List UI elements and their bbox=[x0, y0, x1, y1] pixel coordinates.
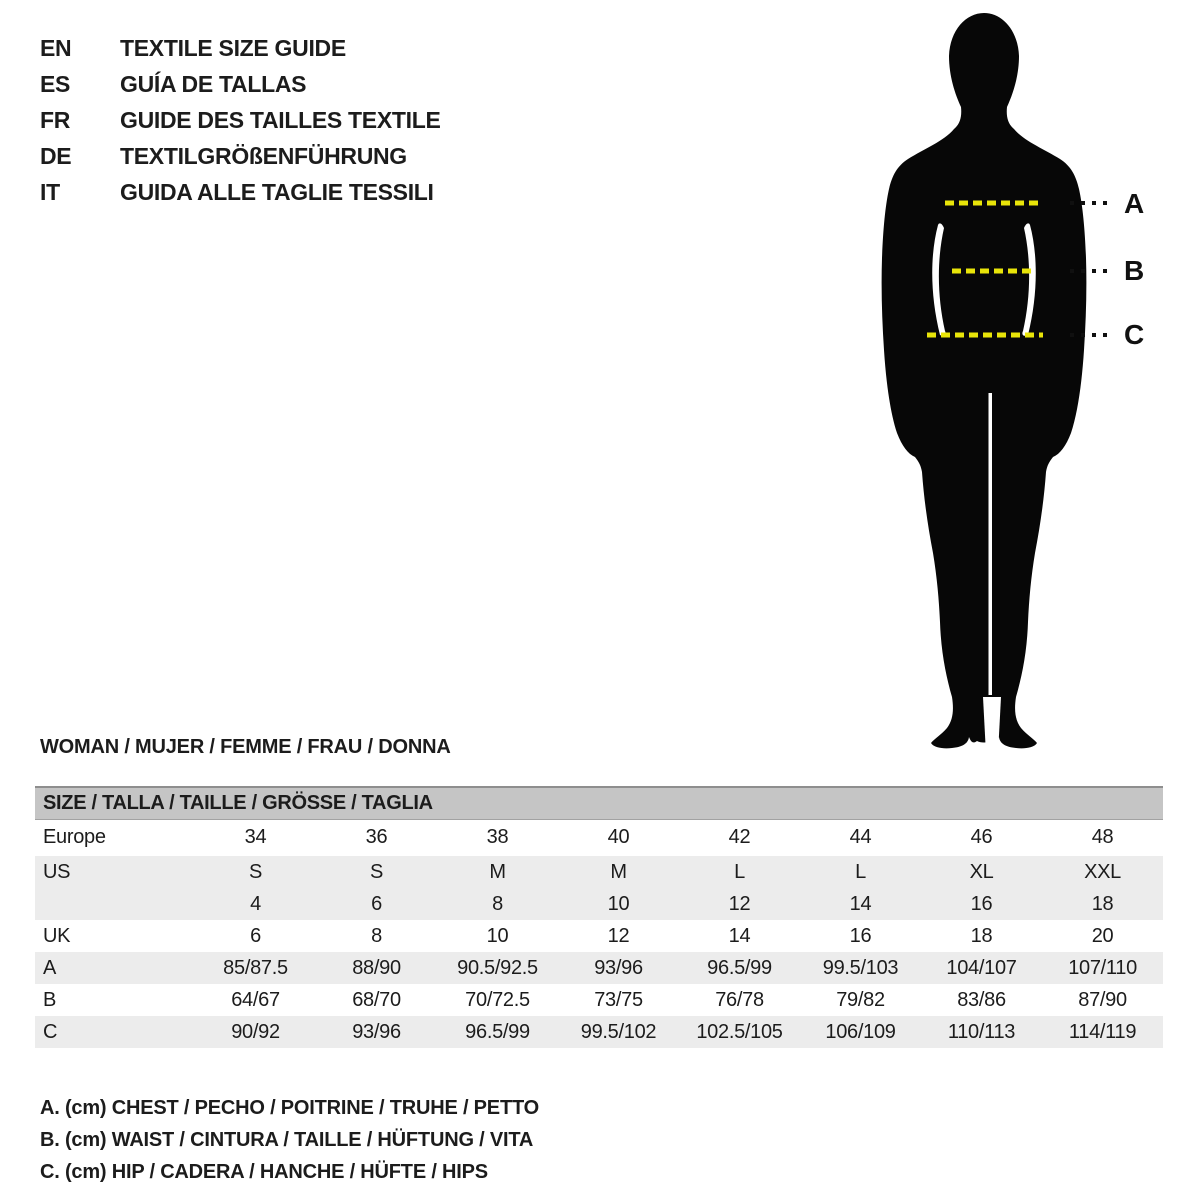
size-cell: 114/119 bbox=[1068, 1020, 1137, 1043]
legend-line: A. (cm) CHEST / PECHO / POITRINE / TRUHE / PETTO bbox=[40, 1097, 539, 1119]
measure-label-c: C bbox=[1124, 319, 1145, 350]
size-cell: 14 bbox=[728, 924, 751, 947]
size-cell: S bbox=[248, 860, 263, 883]
row-label: US bbox=[43, 860, 71, 883]
size-cell: 12 bbox=[607, 924, 630, 947]
size-cell: 83/86 bbox=[957, 988, 1006, 1011]
language-row bbox=[40, 174, 441, 210]
leg-gap bbox=[989, 393, 993, 695]
size-cell: S bbox=[369, 860, 384, 883]
row-label: UK bbox=[43, 924, 71, 947]
language-row bbox=[40, 66, 441, 102]
measure-label-a: A bbox=[1124, 188, 1145, 219]
language-code: FR bbox=[40, 106, 71, 133]
size-cell: 40 bbox=[607, 826, 630, 849]
language-row bbox=[40, 102, 441, 138]
size-cell: 107/110 bbox=[1068, 956, 1137, 979]
size-cell: 110/113 bbox=[947, 1020, 1016, 1043]
size-cell: 106/109 bbox=[825, 1020, 896, 1043]
size-cell: 99.5/102 bbox=[580, 1020, 657, 1043]
size-cell: 46 bbox=[970, 826, 993, 849]
figure-area bbox=[864, 0, 1200, 760]
size-cell: 90.5/92.5 bbox=[457, 956, 538, 979]
size-cell: 12 bbox=[728, 892, 751, 915]
size-cell: 34 bbox=[244, 826, 267, 849]
size-cell: XL bbox=[969, 860, 994, 883]
size-cell: 44 bbox=[849, 826, 872, 849]
language-title: GUIDE DES TAILLES TEXTILE bbox=[120, 106, 441, 133]
section-label: WOMAN / MUJER / FEMME / FRAU / DONNA bbox=[40, 736, 451, 758]
size-cell: 6 bbox=[250, 924, 261, 947]
row-label: A bbox=[43, 956, 57, 979]
size-cell: 38 bbox=[486, 826, 509, 849]
language-row bbox=[40, 30, 441, 66]
size-cell: 70/72.5 bbox=[465, 988, 530, 1011]
size-cell: 64/67 bbox=[231, 988, 280, 1011]
size-cell: 104/107 bbox=[946, 956, 1017, 979]
size-cell: 76/78 bbox=[715, 988, 764, 1011]
size-cell: M bbox=[489, 860, 506, 883]
table-row bbox=[35, 888, 1163, 920]
table-row bbox=[35, 984, 1163, 1016]
row-label: B bbox=[43, 988, 57, 1011]
table-header-cell: SIZE / TALLA / TAILLE / GRÖSSE / TAGLIA bbox=[35, 787, 1163, 819]
language-title: TEXTILGRÖßENFÜHRUNG bbox=[120, 142, 407, 169]
size-cell: 88/90 bbox=[352, 956, 401, 979]
feet-gap bbox=[983, 697, 1001, 754]
size-cell: L bbox=[855, 860, 866, 883]
legend-line: B. (cm) WAIST / CINTURA / TAILLE / HÜFTUNG / VITA bbox=[40, 1129, 534, 1151]
legend-line: C. (cm) HIP / CADERA / HANCHE / HÜFTE / HIPS bbox=[40, 1161, 488, 1183]
size-cell: M bbox=[610, 860, 627, 883]
size-cell: 6 bbox=[371, 892, 382, 915]
table-row bbox=[35, 920, 1163, 952]
size-cell: 36 bbox=[365, 826, 388, 849]
language-code: ES bbox=[40, 70, 71, 97]
measurement-legend bbox=[40, 1092, 539, 1188]
size-table bbox=[35, 786, 1163, 1048]
size-cell: 8 bbox=[492, 892, 503, 915]
size-cell: L bbox=[734, 860, 745, 883]
language-list bbox=[40, 30, 441, 210]
size-cell: 20 bbox=[1091, 924, 1114, 947]
size-cell: 48 bbox=[1091, 826, 1114, 849]
size-cell: 85/87.5 bbox=[223, 956, 288, 979]
size-cell: 87/90 bbox=[1078, 988, 1127, 1011]
language-code: IT bbox=[40, 178, 60, 205]
size-cell: 14 bbox=[849, 892, 872, 915]
size-cell: 16 bbox=[849, 924, 872, 947]
table-row bbox=[35, 856, 1163, 888]
language-code: DE bbox=[40, 142, 72, 169]
size-cell: 96.5/99 bbox=[707, 956, 772, 979]
size-cell: XXL bbox=[1084, 860, 1121, 883]
measure-label-b: B bbox=[1124, 255, 1145, 286]
woman-silhouette-icon bbox=[864, 0, 1200, 760]
size-table-body bbox=[35, 787, 1163, 1048]
size-cell: 93/96 bbox=[352, 1020, 401, 1043]
table-row bbox=[35, 1016, 1163, 1048]
size-cell: 8 bbox=[371, 924, 382, 947]
language-title: TEXTILE SIZE GUIDE bbox=[120, 34, 346, 61]
language-title: GUÍA DE TALLAS bbox=[120, 70, 307, 97]
size-cell: 99.5/103 bbox=[822, 956, 899, 979]
language-title: GUIDA ALLE TAGLIE TESSILI bbox=[120, 178, 434, 205]
language-row bbox=[40, 138, 441, 174]
table-row bbox=[35, 952, 1163, 984]
size-cell: 4 bbox=[250, 892, 261, 915]
row-label: C bbox=[43, 1020, 58, 1043]
row-label: Europe bbox=[43, 826, 106, 849]
size-cell: 42 bbox=[728, 826, 751, 849]
language-code: EN bbox=[40, 34, 72, 61]
size-cell: 93/96 bbox=[594, 956, 643, 979]
size-cell: 102.5/105 bbox=[696, 1020, 783, 1043]
size-cell: 73/75 bbox=[594, 988, 643, 1011]
table-row bbox=[35, 819, 1163, 856]
size-cell: 68/70 bbox=[352, 988, 401, 1011]
table-header-row bbox=[35, 787, 1163, 819]
row-label bbox=[35, 888, 195, 920]
size-cell: 16 bbox=[970, 892, 993, 915]
size-cell: 96.5/99 bbox=[465, 1020, 530, 1043]
size-cell: 90/92 bbox=[231, 1020, 280, 1043]
size-cell: 79/82 bbox=[836, 988, 885, 1011]
size-cell: 10 bbox=[607, 892, 630, 915]
size-cell: 18 bbox=[970, 924, 993, 947]
size-cell: 10 bbox=[486, 924, 509, 947]
size-cell: 18 bbox=[1091, 892, 1114, 915]
body-shape bbox=[882, 13, 1087, 748]
